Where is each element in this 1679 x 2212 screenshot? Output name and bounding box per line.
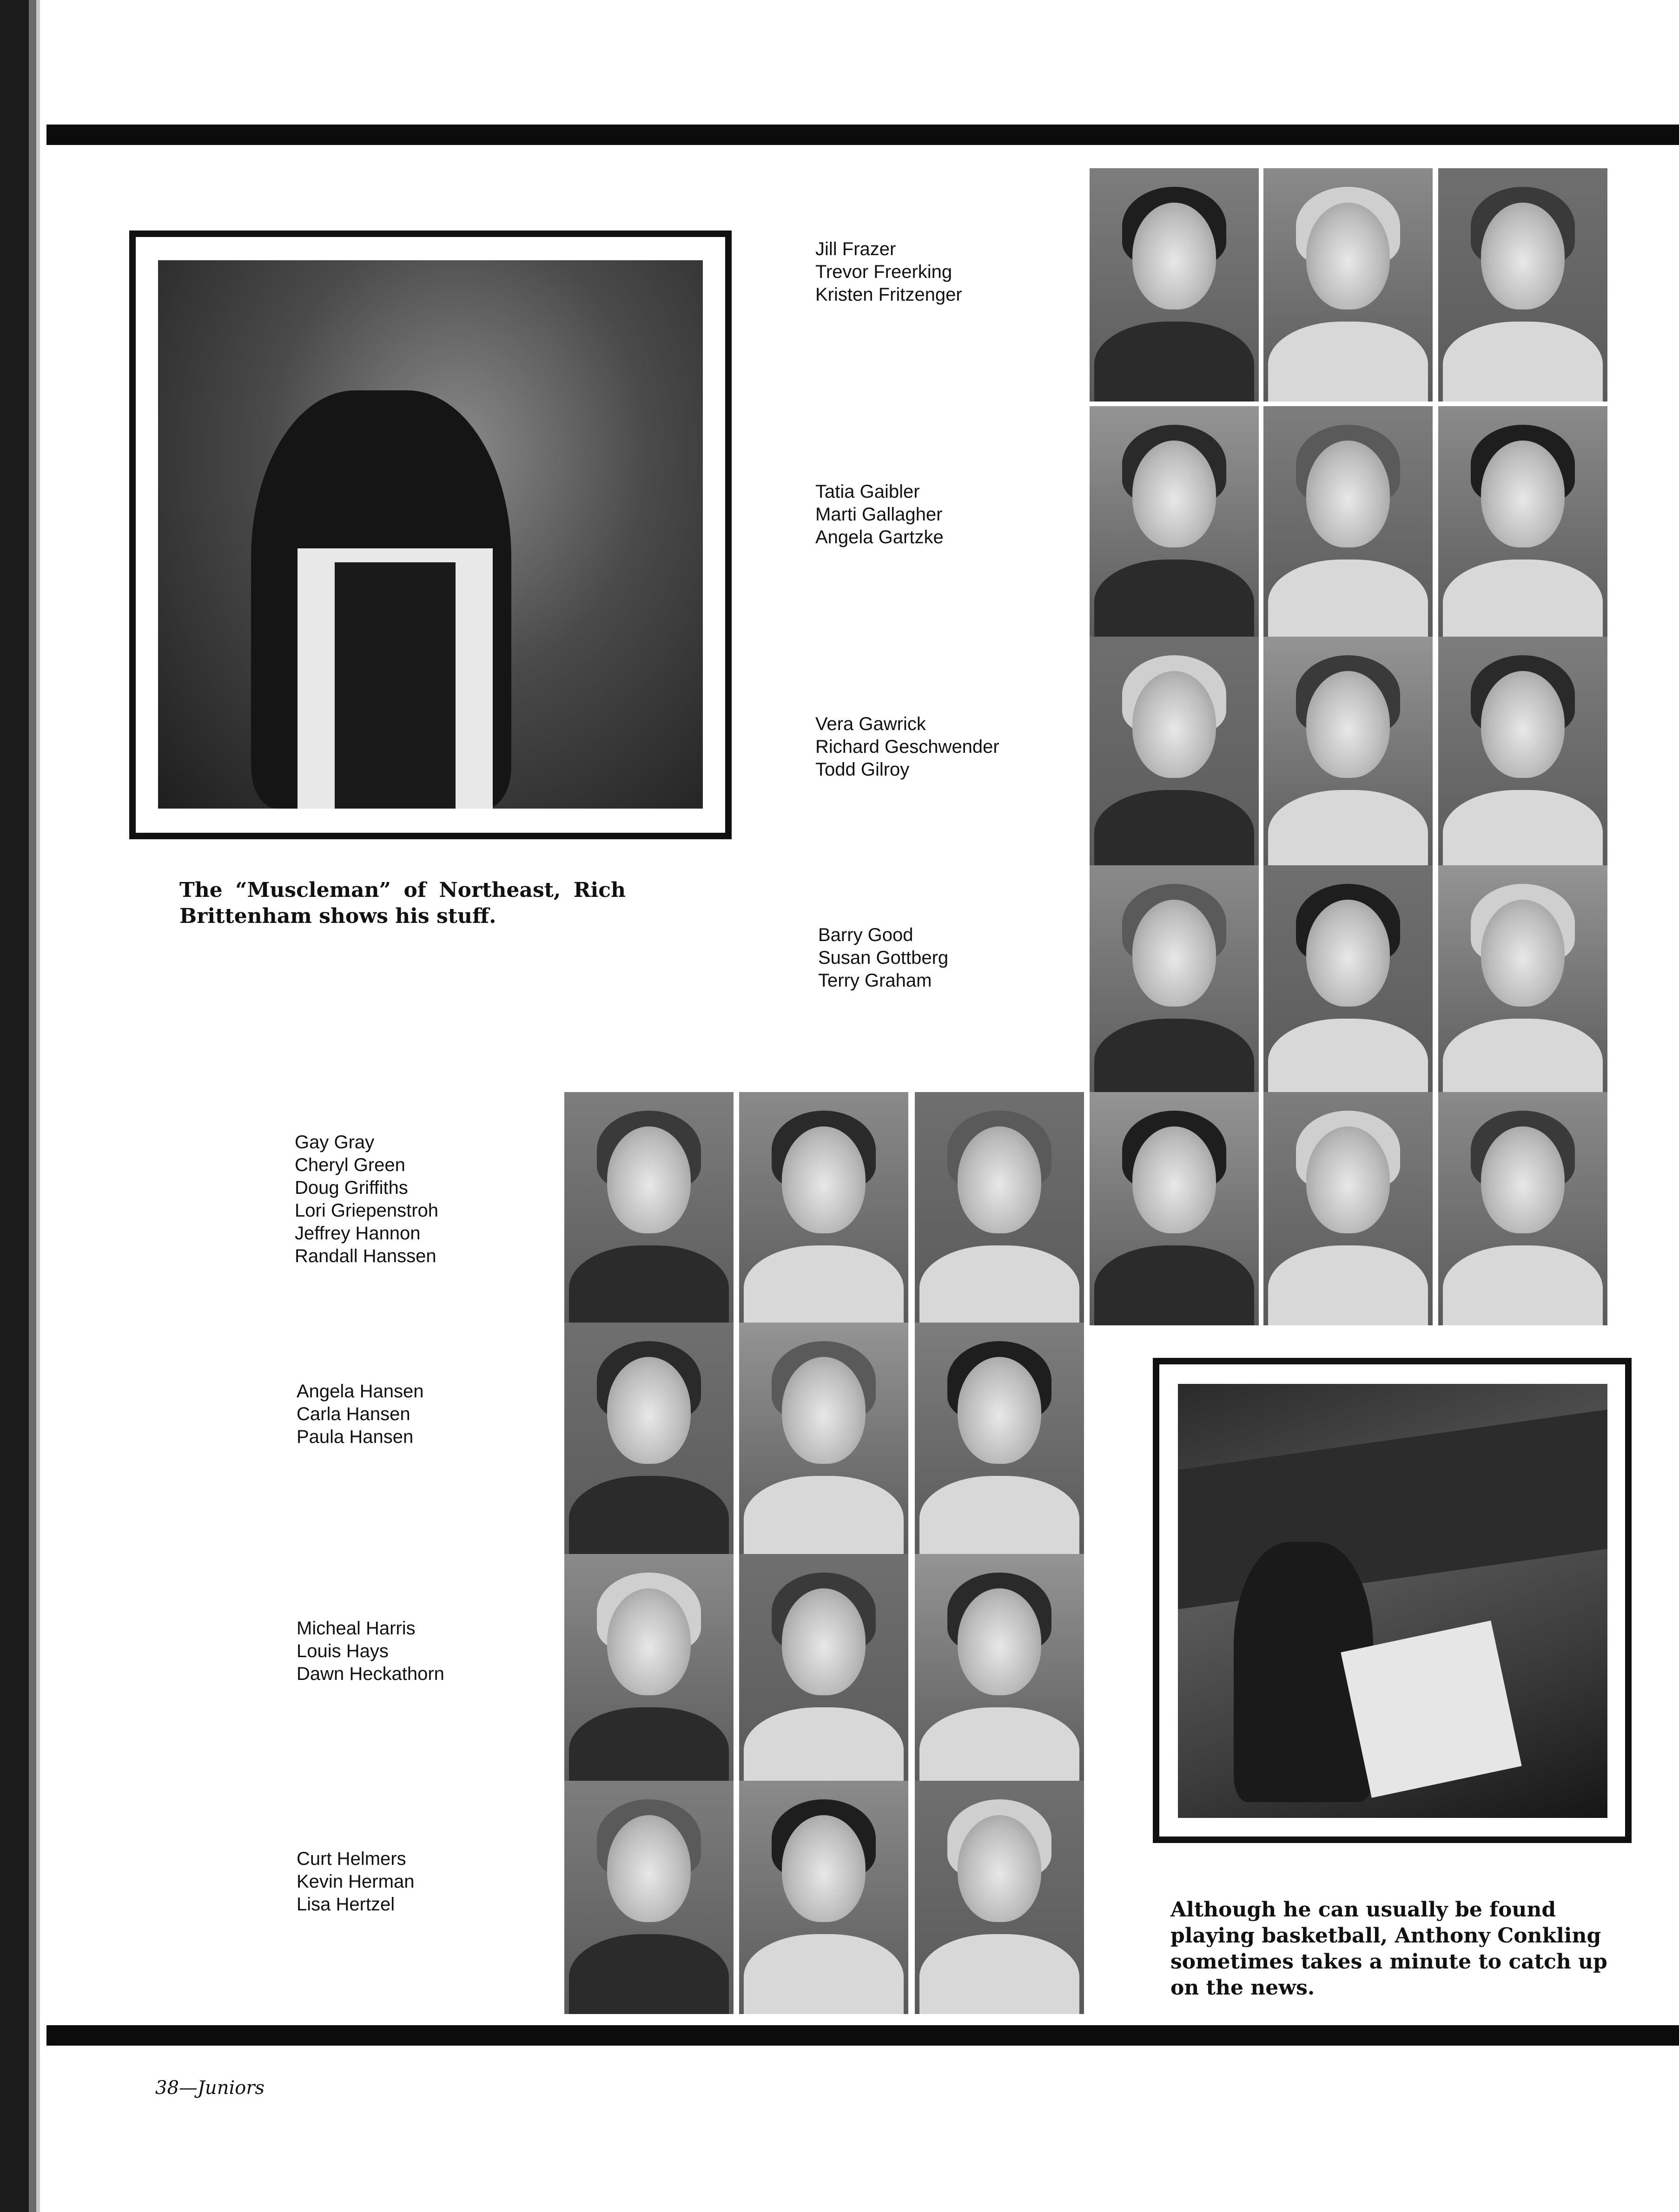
portrait-face bbox=[1481, 1126, 1565, 1233]
student-name: Todd Gilroy bbox=[815, 759, 910, 780]
portrait-shirt bbox=[1094, 322, 1254, 402]
student-portrait bbox=[1090, 865, 1259, 1099]
binding-edge bbox=[29, 0, 36, 2212]
binding-spine bbox=[0, 0, 29, 2212]
student-portrait bbox=[739, 1092, 908, 1325]
student-portrait bbox=[1263, 637, 1433, 870]
portrait-shirt bbox=[1443, 560, 1603, 639]
portrait-face bbox=[1481, 441, 1565, 547]
student-portrait bbox=[564, 1092, 734, 1325]
page-folio: 38—Juniors bbox=[155, 2077, 264, 2099]
portrait-face bbox=[1306, 203, 1390, 309]
names-group-4 bbox=[818, 924, 948, 992]
student-portrait bbox=[915, 1092, 1084, 1325]
names-group-1 bbox=[815, 238, 962, 306]
portrait-face bbox=[1306, 900, 1390, 1007]
student-portrait bbox=[739, 1323, 908, 1556]
portrait-face bbox=[1481, 203, 1565, 309]
student-name: Jill Frazer bbox=[815, 239, 896, 259]
names-group-6 bbox=[297, 1380, 424, 1448]
portrait-face bbox=[1132, 900, 1216, 1007]
student-name: Angela Gartzke bbox=[815, 527, 944, 547]
portrait-shirt bbox=[569, 1707, 729, 1787]
student-name: Angela Hansen bbox=[297, 1381, 424, 1402]
photo-vest bbox=[335, 562, 456, 809]
student-portrait bbox=[1090, 637, 1259, 870]
student-portrait bbox=[915, 1323, 1084, 1556]
portrait-face bbox=[607, 1126, 691, 1233]
portrait-face bbox=[1132, 441, 1216, 547]
student-name: Lori Griepenstroh bbox=[295, 1200, 439, 1221]
student-name: Jeffrey Hannon bbox=[295, 1223, 421, 1244]
portrait-face bbox=[958, 1588, 1041, 1695]
portrait-face bbox=[607, 1815, 691, 1922]
portrait-shirt bbox=[1094, 1245, 1254, 1325]
conkling-photo-frame bbox=[1153, 1358, 1632, 1843]
photo-newspaper bbox=[1341, 1620, 1521, 1798]
student-name: Louis Hays bbox=[297, 1641, 389, 1661]
student-portrait bbox=[1263, 865, 1433, 1099]
portrait-face bbox=[958, 1357, 1041, 1464]
student-portrait bbox=[1263, 168, 1433, 402]
student-portrait bbox=[1438, 865, 1607, 1099]
student-name: Kristen Fritzenger bbox=[815, 284, 962, 305]
portrait-shirt bbox=[1094, 1019, 1254, 1099]
binding-edge-light bbox=[36, 0, 40, 2212]
student-name: Vera Gawrick bbox=[815, 714, 926, 734]
portrait-face bbox=[782, 1357, 866, 1464]
portrait-face bbox=[958, 1126, 1041, 1233]
student-portrait bbox=[1263, 406, 1433, 639]
student-name: Susan Gottberg bbox=[818, 948, 949, 968]
portrait-face bbox=[782, 1815, 866, 1922]
student-name: Terry Graham bbox=[818, 970, 932, 991]
caption-conkling: Although he can usually be found playing basketball, Anthony Conkling sometimes takes a minute to catch up on the news. bbox=[1170, 1898, 1607, 2000]
portrait-face bbox=[782, 1588, 866, 1695]
names-group-7 bbox=[297, 1617, 444, 1685]
student-name: Marti Gallagher bbox=[815, 504, 943, 525]
portrait-shirt bbox=[569, 1934, 729, 2014]
student-name: Paula Hansen bbox=[297, 1427, 414, 1447]
portrait-face bbox=[1306, 441, 1390, 547]
student-portrait bbox=[1438, 637, 1607, 870]
student-name: Curt Helmers bbox=[297, 1849, 406, 1869]
bottom-rule bbox=[46, 2025, 1679, 2046]
portrait-shirt bbox=[919, 1934, 1079, 2014]
portrait-face bbox=[782, 1126, 866, 1233]
student-portrait bbox=[1090, 168, 1259, 402]
student-portrait bbox=[1090, 1092, 1259, 1325]
names-group-3 bbox=[815, 713, 999, 781]
student-name: Kevin Herman bbox=[297, 1871, 415, 1892]
student-name: Dawn Heckathorn bbox=[297, 1664, 444, 1684]
names-group-2 bbox=[815, 481, 944, 549]
student-name: Doug Griffiths bbox=[295, 1178, 408, 1198]
student-name: Carla Hansen bbox=[297, 1404, 410, 1424]
portrait-face bbox=[607, 1588, 691, 1695]
photo-couch bbox=[1178, 1409, 1607, 1609]
portrait-shirt bbox=[919, 1245, 1079, 1325]
portrait-shirt bbox=[1268, 560, 1428, 639]
portrait-shirt bbox=[1268, 790, 1428, 870]
names-group-8 bbox=[297, 1848, 414, 1916]
portrait-face bbox=[1132, 671, 1216, 778]
portrait-face bbox=[607, 1357, 691, 1464]
portrait-shirt bbox=[744, 1245, 904, 1325]
portrait-shirt bbox=[1268, 322, 1428, 402]
portrait-shirt bbox=[569, 1476, 729, 1556]
student-name: Richard Geschwender bbox=[815, 737, 999, 757]
portrait-face bbox=[1481, 671, 1565, 778]
portrait-face bbox=[1481, 900, 1565, 1007]
portrait-shirt bbox=[1094, 560, 1254, 639]
caption-muscleman: The “Muscleman” of Northeast, Rich Brittenham shows his stuff. bbox=[179, 878, 626, 928]
student-portrait bbox=[1438, 168, 1607, 402]
portrait-shirt bbox=[744, 1934, 904, 2014]
portrait-shirt bbox=[1443, 1019, 1603, 1099]
portrait-shirt bbox=[1268, 1245, 1428, 1325]
top-rule bbox=[46, 125, 1679, 145]
portrait-shirt bbox=[1268, 1019, 1428, 1099]
student-name: Gay Gray bbox=[295, 1132, 375, 1152]
portrait-shirt bbox=[1443, 322, 1603, 402]
portrait-shirt bbox=[744, 1707, 904, 1787]
portrait-face bbox=[958, 1815, 1041, 1922]
student-name: Tatia Gaibler bbox=[815, 481, 920, 502]
portrait-shirt bbox=[919, 1476, 1079, 1556]
portrait-shirt bbox=[569, 1245, 729, 1325]
student-name: Lisa Hertzel bbox=[297, 1894, 395, 1915]
student-portrait bbox=[564, 1323, 734, 1556]
portrait-shirt bbox=[1094, 790, 1254, 870]
portrait-face bbox=[1306, 671, 1390, 778]
student-name: Randall Hanssen bbox=[295, 1246, 436, 1266]
student-portrait bbox=[915, 1781, 1084, 2014]
portrait-face bbox=[1306, 1126, 1390, 1233]
portrait-shirt bbox=[744, 1476, 904, 1556]
student-name: Micheal Harris bbox=[297, 1618, 416, 1639]
student-name: Trevor Freerking bbox=[815, 262, 952, 282]
student-portrait bbox=[915, 1554, 1084, 1787]
portrait-shirt bbox=[919, 1707, 1079, 1787]
names-group-5 bbox=[295, 1131, 438, 1268]
student-portrait bbox=[564, 1781, 734, 2014]
portrait-face bbox=[1132, 1126, 1216, 1233]
student-portrait bbox=[1438, 406, 1607, 639]
conkling-photo bbox=[1178, 1384, 1607, 1818]
student-portrait bbox=[564, 1554, 734, 1787]
student-portrait bbox=[1438, 1092, 1607, 1325]
muscleman-photo bbox=[158, 260, 703, 809]
student-portrait bbox=[1090, 406, 1259, 639]
portrait-shirt bbox=[1443, 790, 1603, 870]
student-portrait bbox=[739, 1781, 908, 2014]
muscleman-photo-frame bbox=[129, 230, 732, 839]
student-name: Barry Good bbox=[818, 925, 913, 945]
student-portrait bbox=[739, 1554, 908, 1787]
portrait-shirt bbox=[1443, 1245, 1603, 1325]
student-portrait bbox=[1263, 1092, 1433, 1325]
portrait-face bbox=[1132, 203, 1216, 309]
student-name: Cheryl Green bbox=[295, 1155, 405, 1175]
